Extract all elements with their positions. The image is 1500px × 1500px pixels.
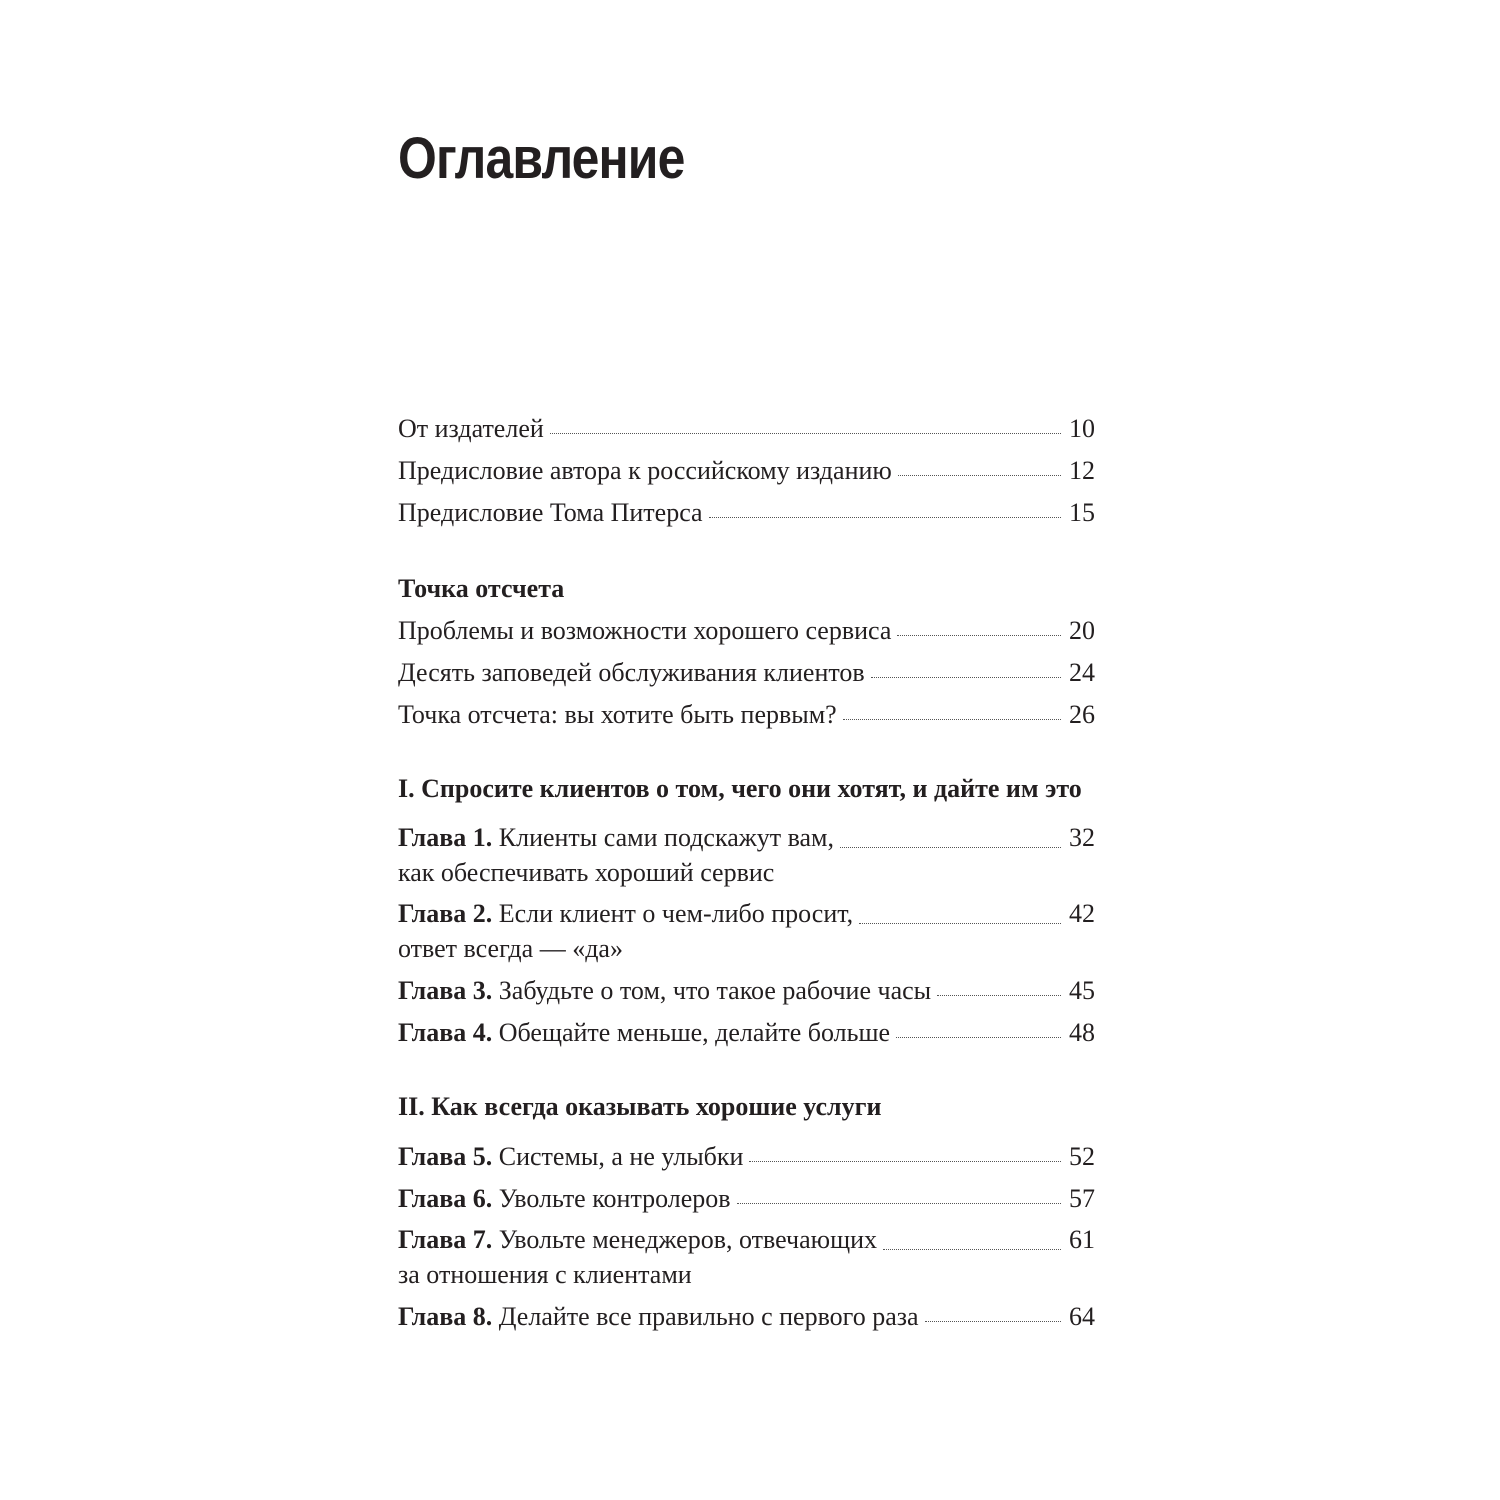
spacer bbox=[398, 1054, 1095, 1086]
toc-entry-author-preface[interactable] bbox=[398, 450, 1095, 492]
page-title: Оглавление bbox=[398, 126, 685, 191]
toc-entry-title: Точка отсчета: вы хотите быть первым? bbox=[398, 700, 837, 729]
toc-entry-title: Десять заповедей обслуживания клиентов bbox=[398, 658, 865, 687]
toc-entry-from-publishers[interactable] bbox=[398, 408, 1095, 450]
dot-leader bbox=[843, 719, 1061, 720]
toc-entry-line: за отношения с клиентами bbox=[398, 1260, 692, 1289]
toc-entry-line: Забудьте о том, что такое рабочие часы bbox=[498, 976, 932, 1005]
toc-entry-title bbox=[398, 1136, 743, 1178]
toc-entry-chapter-3[interactable] bbox=[398, 970, 1095, 1012]
toc-page-number: 10 bbox=[1069, 414, 1095, 443]
toc-entry-chapter-8[interactable] bbox=[398, 1296, 1095, 1338]
toc-entry-title: Предисловие Тома Питерса bbox=[398, 498, 703, 527]
section-heading-starting-point: Точка отсчета bbox=[398, 574, 565, 603]
toc-entry-title: Проблемы и возможности хорошего сервиса bbox=[398, 616, 892, 645]
toc-entry-chapter-2[interactable] bbox=[398, 894, 1095, 966]
toc-entry-line: Делайте все правильно с первого раза bbox=[498, 1302, 919, 1331]
toc-page-number: 52 bbox=[1069, 1142, 1095, 1171]
spacer bbox=[398, 810, 1095, 818]
toc-page-number: 26 bbox=[1069, 700, 1095, 729]
toc-entry-be-first[interactable] bbox=[398, 694, 1095, 736]
dot-leader bbox=[749, 1161, 1061, 1162]
dot-leader bbox=[737, 1203, 1061, 1204]
chapter-label: Глава 6. bbox=[398, 1184, 493, 1213]
chapter-label: Глава 4. bbox=[398, 1018, 493, 1047]
toc-entry-title bbox=[398, 1012, 890, 1054]
toc-entry-line: Увольте менеджеров, отвечающих bbox=[498, 1225, 878, 1254]
toc-page-number: 64 bbox=[1069, 1302, 1095, 1331]
toc-entry-line: Увольте контролеров bbox=[498, 1184, 731, 1213]
toc-page-number: 24 bbox=[1069, 658, 1095, 687]
toc-entry-problems[interactable] bbox=[398, 610, 1095, 652]
toc-entry-ten-commandments[interactable] bbox=[398, 652, 1095, 694]
section-heading-part-1: I. Спросите клиентов о том, чего они хотят, и дайте им это bbox=[398, 774, 1082, 803]
table-of-contents bbox=[398, 408, 1095, 1338]
chapter-label: Глава 8. bbox=[398, 1302, 493, 1331]
dot-leader bbox=[898, 475, 1061, 476]
toc-entry-title bbox=[398, 894, 853, 966]
chapter-label: Глава 3. bbox=[398, 976, 493, 1005]
toc-page-number: 20 bbox=[1069, 616, 1095, 645]
toc-entry-title: От издателей bbox=[398, 414, 544, 443]
chapter-label: Глава 7. bbox=[398, 1225, 493, 1254]
toc-entry-chapter-7[interactable] bbox=[398, 1220, 1095, 1292]
dot-leader bbox=[896, 1037, 1061, 1038]
dot-leader bbox=[840, 847, 1061, 848]
dot-leader bbox=[859, 923, 1061, 924]
toc-entry-line: Клиенты сами подскажут вам, bbox=[498, 823, 834, 852]
dot-leader bbox=[709, 517, 1061, 518]
toc-page-number: 32 bbox=[1069, 823, 1095, 852]
toc-page-number: 48 bbox=[1069, 1018, 1095, 1047]
dot-leader bbox=[925, 1321, 1061, 1322]
dot-leader bbox=[937, 995, 1061, 996]
chapter-label: Глава 2. bbox=[398, 899, 493, 928]
dot-leader bbox=[550, 433, 1061, 434]
toc-page-number: 12 bbox=[1069, 456, 1095, 485]
toc-entry-line: Если клиент о чем-либо просит, bbox=[498, 899, 854, 928]
section-heading-part-2: II. Как всегда оказывать хорошие услуги bbox=[398, 1092, 882, 1121]
toc-entry-title bbox=[398, 970, 931, 1012]
chapter-label: Глава 5. bbox=[398, 1142, 493, 1171]
toc-page-number: 45 bbox=[1069, 976, 1095, 1005]
toc-entry-title bbox=[398, 818, 834, 890]
spacer bbox=[398, 534, 1095, 568]
spacer bbox=[398, 1128, 1095, 1136]
toc-entry-line: как обеспечивать хороший сервис bbox=[398, 858, 775, 887]
toc-entry-title: Предисловие автора к российскому изданию bbox=[398, 456, 892, 485]
toc-entry-chapter-1[interactable] bbox=[398, 818, 1095, 890]
toc-entry-title bbox=[398, 1220, 877, 1292]
toc-page-number: 61 bbox=[1069, 1225, 1095, 1254]
toc-page-number: 42 bbox=[1069, 899, 1095, 928]
toc-entry-chapter-4[interactable] bbox=[398, 1012, 1095, 1054]
toc-page-number: 57 bbox=[1069, 1184, 1095, 1213]
spacer bbox=[398, 736, 1095, 768]
toc-entry-line: Обещайте меньше, делайте больше bbox=[498, 1018, 891, 1047]
dot-leader bbox=[883, 1249, 1061, 1250]
toc-entry-title bbox=[398, 1296, 919, 1338]
toc-entry-title bbox=[398, 1178, 731, 1220]
toc-entry-chapter-5[interactable] bbox=[398, 1136, 1095, 1178]
toc-entry-chapter-6[interactable] bbox=[398, 1178, 1095, 1220]
toc-entry-line: ответ всегда — «да» bbox=[398, 934, 623, 963]
dot-leader bbox=[897, 635, 1061, 636]
toc-page-number: 15 bbox=[1069, 498, 1095, 527]
dot-leader bbox=[871, 677, 1061, 678]
toc-entry-peters-preface[interactable] bbox=[398, 492, 1095, 534]
chapter-label: Глава 1. bbox=[398, 823, 493, 852]
toc-entry-line: Системы, а не улыбки bbox=[498, 1142, 744, 1171]
